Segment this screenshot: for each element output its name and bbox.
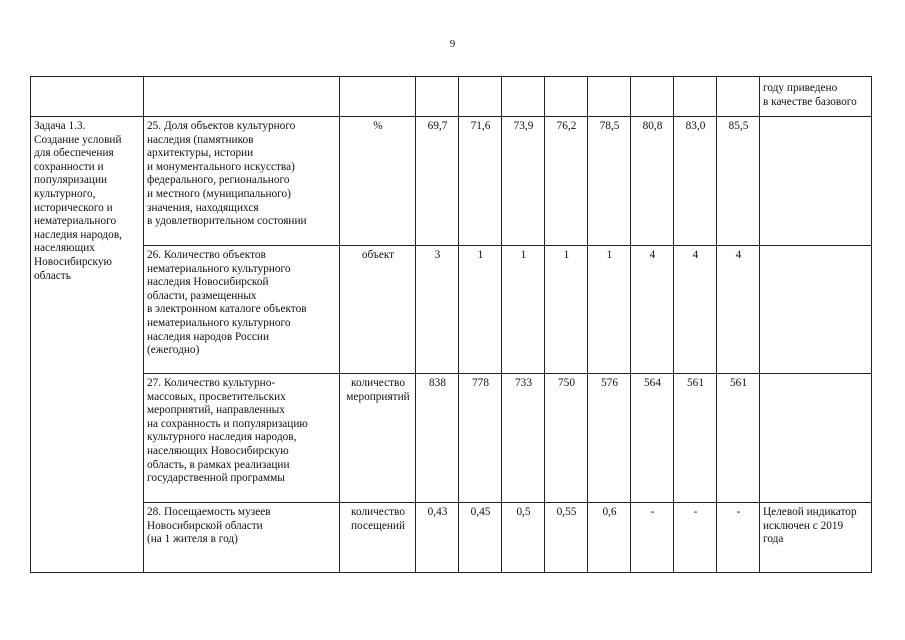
table-row (31, 503, 872, 573)
indicator-name-line: в электронном каталоге объектов (147, 303, 307, 316)
value-cell: - (717, 503, 760, 573)
indicator-name-line: 25. Доля объектов культурного (147, 120, 296, 132)
note-line: году приведено (763, 82, 838, 94)
task-line: исторического и (34, 201, 113, 214)
table-row (31, 117, 872, 246)
task-line: культурного, (34, 187, 96, 200)
note-cell (760, 374, 872, 503)
value-cell: 561 (717, 374, 760, 503)
value-cell: 838 (416, 374, 459, 503)
value-cell: 0,6 (588, 503, 631, 573)
task-line: Задача 1.3. (34, 120, 86, 132)
unit-line: мероприятий (346, 390, 410, 403)
indicator-name-cell (144, 503, 340, 573)
value-cell: 4 (717, 246, 760, 374)
value-cell: 76,2 (545, 117, 588, 246)
task-line: область (34, 269, 71, 282)
value-cell: 0,45 (459, 503, 502, 573)
empty-cell (340, 77, 416, 117)
value-cell: 78,5 (588, 117, 631, 246)
value-cell: 0,55 (545, 503, 588, 573)
value-cell: 564 (631, 374, 674, 503)
indicator-name-cell (144, 374, 340, 503)
unit-cell (340, 246, 416, 374)
indicator-name-line: на сохранность и популяризацию (147, 417, 308, 430)
value-cell: 0,5 (502, 503, 545, 573)
unit-line: количество (351, 377, 405, 389)
unit-line: посещений (351, 519, 405, 532)
indicator-name-cell (144, 117, 340, 246)
header-continuation-row (31, 77, 872, 117)
value-cell: 733 (502, 374, 545, 503)
value-cell: 80,8 (631, 117, 674, 246)
unit-cell (340, 117, 416, 246)
task-line: нематериального (34, 215, 117, 228)
indicator-name-line: область, в рамках реализации (147, 458, 290, 471)
indicator-name-line: в удовлетворительном состоянии (147, 215, 307, 228)
empty-cell (144, 77, 340, 117)
value-cell: 561 (674, 374, 717, 503)
indicator-name-line: (ежегодно) (147, 344, 200, 357)
value-cell: 83,0 (674, 117, 717, 246)
task-line: населяющих (34, 242, 95, 255)
task-line: сохранности и (34, 160, 104, 173)
value-cell: 85,5 (717, 117, 760, 246)
task-line: для обеспечения (34, 147, 114, 160)
indicator-name-line: и местного (муниципального) (147, 187, 291, 200)
indicator-name-line: массовых, просветительских (147, 390, 286, 403)
note-cell (760, 503, 872, 573)
indicator-name-line: федерального, регионального (147, 174, 290, 187)
value-cell: 1 (502, 246, 545, 374)
note-line: года (763, 533, 784, 546)
empty-cell (588, 77, 631, 117)
indicator-name-line: 28. Посещаемость музеев (147, 506, 271, 518)
note-line: Целевой индикатор (763, 506, 857, 518)
indicator-name-line: Новосибирской области (147, 519, 263, 532)
value-cell: 1 (588, 246, 631, 374)
indicator-name-line: нематериального культурного (147, 316, 291, 329)
value-cell: 750 (545, 374, 588, 503)
unit-line: % (373, 120, 383, 132)
empty-cell (31, 77, 144, 117)
indicator-name-line: мероприятий, направленных (147, 404, 285, 417)
page-number: 9 (449, 38, 456, 50)
value-cell: 3 (416, 246, 459, 374)
value-cell: 576 (588, 374, 631, 503)
value-cell: 1 (459, 246, 502, 374)
indicator-name-line: архитектуры, истории (147, 147, 254, 160)
value-cell: 778 (459, 374, 502, 503)
note-cell (760, 117, 872, 246)
empty-cell (416, 77, 459, 117)
task-line: популяризации (34, 174, 108, 187)
unit-line: объект (361, 249, 395, 261)
indicator-name-cell (144, 246, 340, 374)
indicator-name-line: населяющих Новосибирскую (147, 444, 289, 457)
empty-cell (502, 77, 545, 117)
indicator-name-line: значения, находящихся (147, 201, 259, 214)
note-cell (760, 77, 872, 117)
task-cell (31, 117, 144, 573)
indicator-name-line: наследия (памятников (147, 133, 254, 146)
value-cell: - (674, 503, 717, 573)
value-cell: - (631, 503, 674, 573)
unit-cell (340, 503, 416, 573)
indicator-name-line: области, размещенных (147, 289, 257, 302)
indicator-name-line: и монументального искусства) (147, 160, 295, 173)
value-cell: 4 (631, 246, 674, 374)
unit-cell (340, 374, 416, 503)
indicator-name-line: наследия народов России (147, 330, 270, 343)
task-line: Создание условий (34, 133, 122, 146)
empty-cell (674, 77, 717, 117)
unit-line: количество (351, 506, 405, 518)
empty-cell (631, 77, 674, 117)
empty-cell (717, 77, 760, 117)
indicator-name-line: (на 1 жителя в год) (147, 533, 238, 546)
indicator-name-line: 27. Количество культурно- (147, 377, 276, 389)
table-row (31, 374, 872, 503)
indicator-table (30, 76, 872, 573)
table-row (31, 246, 872, 374)
indicator-name-line: наследия Новосибирской (147, 276, 269, 289)
value-cell: 73,9 (502, 117, 545, 246)
value-cell: 4 (674, 246, 717, 374)
note-line: в качестве базового (763, 95, 857, 108)
note-cell (760, 246, 872, 374)
task-line: наследия народов, (34, 228, 122, 241)
value-cell: 71,6 (459, 117, 502, 246)
indicator-name-line: 26. Количество объектов (147, 249, 266, 261)
value-cell: 0,43 (416, 503, 459, 573)
note-line: исключен с 2019 (763, 519, 844, 532)
value-cell: 1 (545, 246, 588, 374)
value-cell: 69,7 (416, 117, 459, 246)
indicator-name-line: нематериального культурного (147, 262, 291, 275)
empty-cell (545, 77, 588, 117)
empty-cell (459, 77, 502, 117)
task-line: Новосибирскую (34, 255, 112, 268)
indicator-name-line: культурного наследия народов, (147, 431, 297, 444)
indicator-name-line: государственной программы (147, 472, 285, 485)
